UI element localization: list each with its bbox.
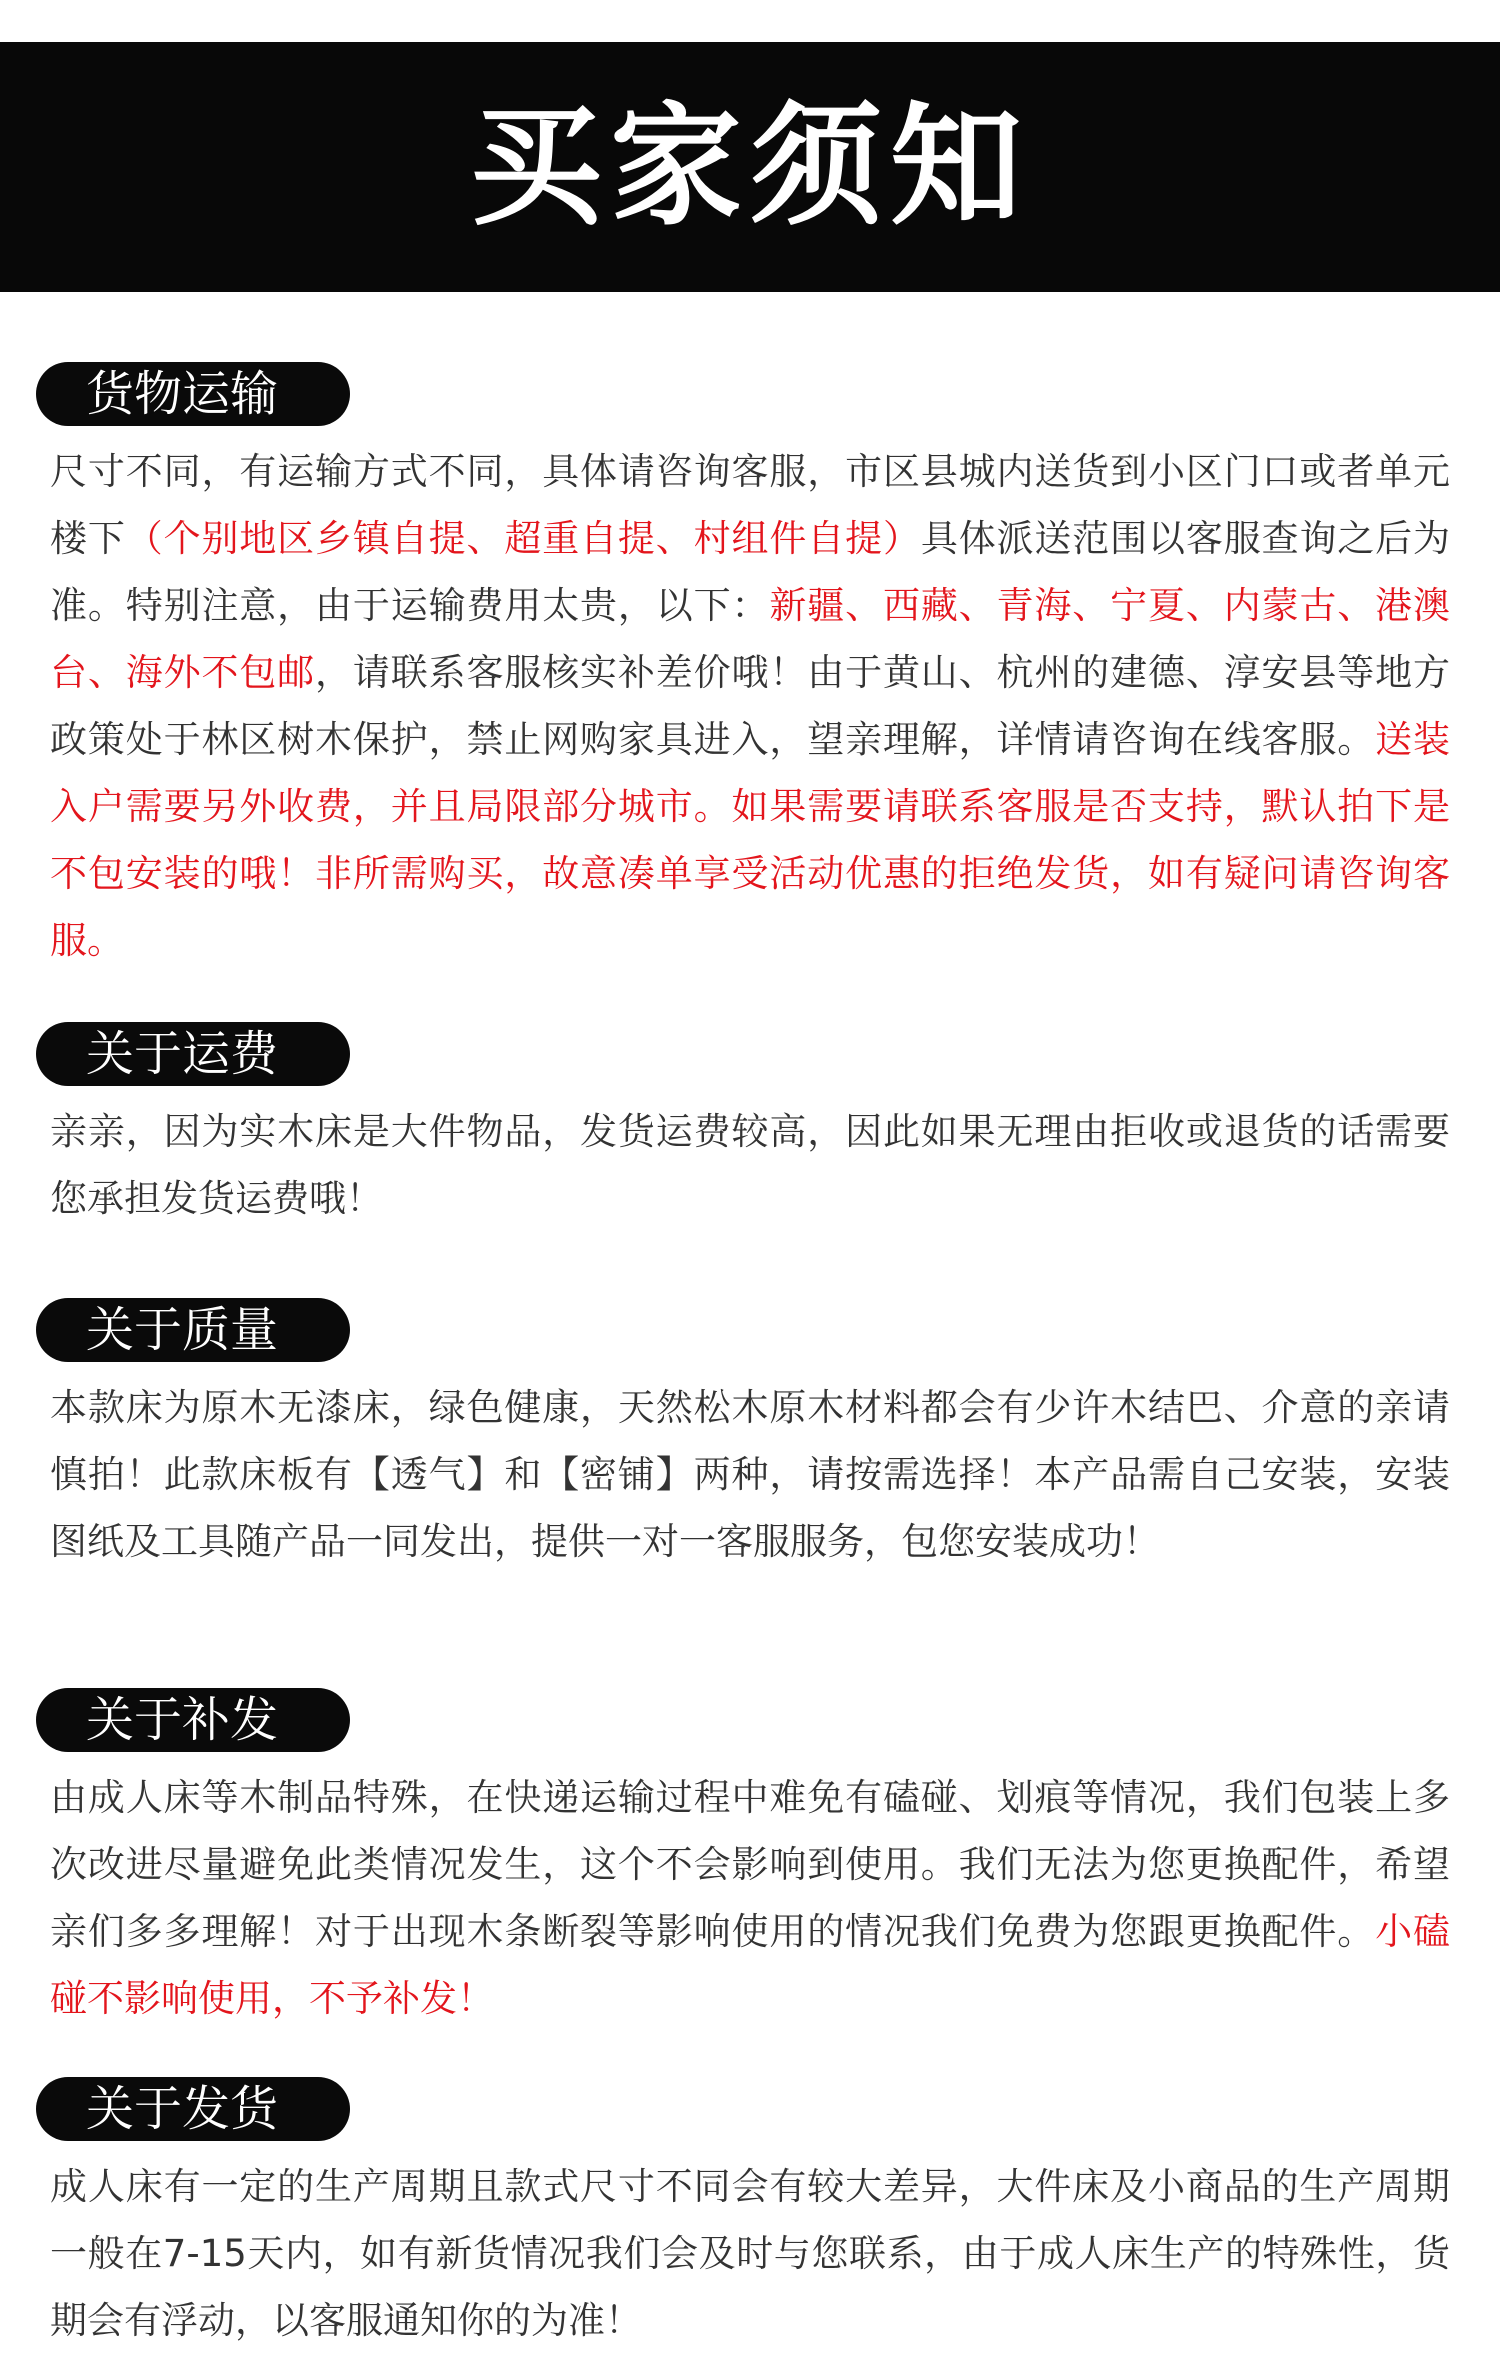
body-text: 由成人床等木制品特殊，在快递运输过程中难免有磕碰、划痕等情况，我们包装上多次改进尽量避免此类情况发生，这个不会影响到使用。我们无法为您更换配件，希望亲们多多理解！对于出现木条断裂等影响使用的情况我们免费为您跟更换配件。 bbox=[50, 1776, 1450, 1953]
body-text-highlight: 送装入户需要另外收费，并且局限部分城市。如果需要请联系客服是否支持，默认拍下是不包安装的哦！非所需购买，故意凑单享受活动优惠的拒绝发货，如有疑问请咨询客服。 bbox=[50, 718, 1451, 962]
section-title-badge: 关于补发 bbox=[36, 1688, 350, 1752]
section-title-badge: 关于运费 bbox=[36, 1022, 350, 1086]
body-text-highlight: （个别地区乡镇自提、超重自提、村组件自提） bbox=[125, 517, 921, 560]
section-body bbox=[50, 438, 1450, 974]
body-text: 尺寸不同，有运输方式不同，具体请咨询客服，市区县城内送货到小区门口或者单元楼下 bbox=[50, 450, 1450, 560]
section-body bbox=[50, 1764, 1450, 2032]
body-text-highlight: 小磕碰不影响使用，不予补发！ bbox=[50, 1910, 1451, 2020]
body-text: 亲亲，因为实木床是大件物品，发货运费较高，因此如果无理由拒收或退货的话需要您承担发货运费哦！ bbox=[50, 1110, 1450, 1220]
body-text: 成人床有一定的生产周期且款式尺寸不同会有较大差异，大件床及小商品的生产周期一般在7-15天内，如有新货情况我们会及时与您联系，由于成人床生产的特殊性，货期会有浮动，以客服通知你的为准！ bbox=[50, 2165, 1450, 2342]
section-body bbox=[50, 1374, 1450, 1575]
body-text-highlight: 新疆、西藏、青海、宁夏、内蒙古、港澳台、海外不包邮 bbox=[50, 584, 1451, 694]
section-body bbox=[50, 1098, 1450, 1232]
header-banner bbox=[0, 42, 1500, 292]
page-title: 买家须知 bbox=[470, 90, 1030, 244]
section-title-badge: 关于发货 bbox=[36, 2077, 350, 2141]
body-text: ，请联系客服核实补差价哦！由于黄山、杭州的建德、淳安县等地方政策处于林区树木保护，禁止网购家具进入，望亲理解，详情请咨询在线客服。 bbox=[50, 651, 1451, 761]
body-text: 具体派送范围以客服查询之后为准。特别注意，由于运输费用太贵，以下： bbox=[50, 517, 1451, 627]
section-body bbox=[50, 2153, 1450, 2354]
body-text: 本款床为原木无漆床，绿色健康，天然松木原木材料都会有少许木结巴、介意的亲请慎拍！此款床板有【透气】和【密铺】两种，请按需选择！本产品需自己安装，安装图纸及工具随产品一同发出，提供一对一客服服务，包您安装成功！ bbox=[50, 1386, 1450, 1563]
section-title-badge: 货物运输 bbox=[36, 362, 350, 426]
section-title-badge: 关于质量 bbox=[36, 1298, 350, 1362]
